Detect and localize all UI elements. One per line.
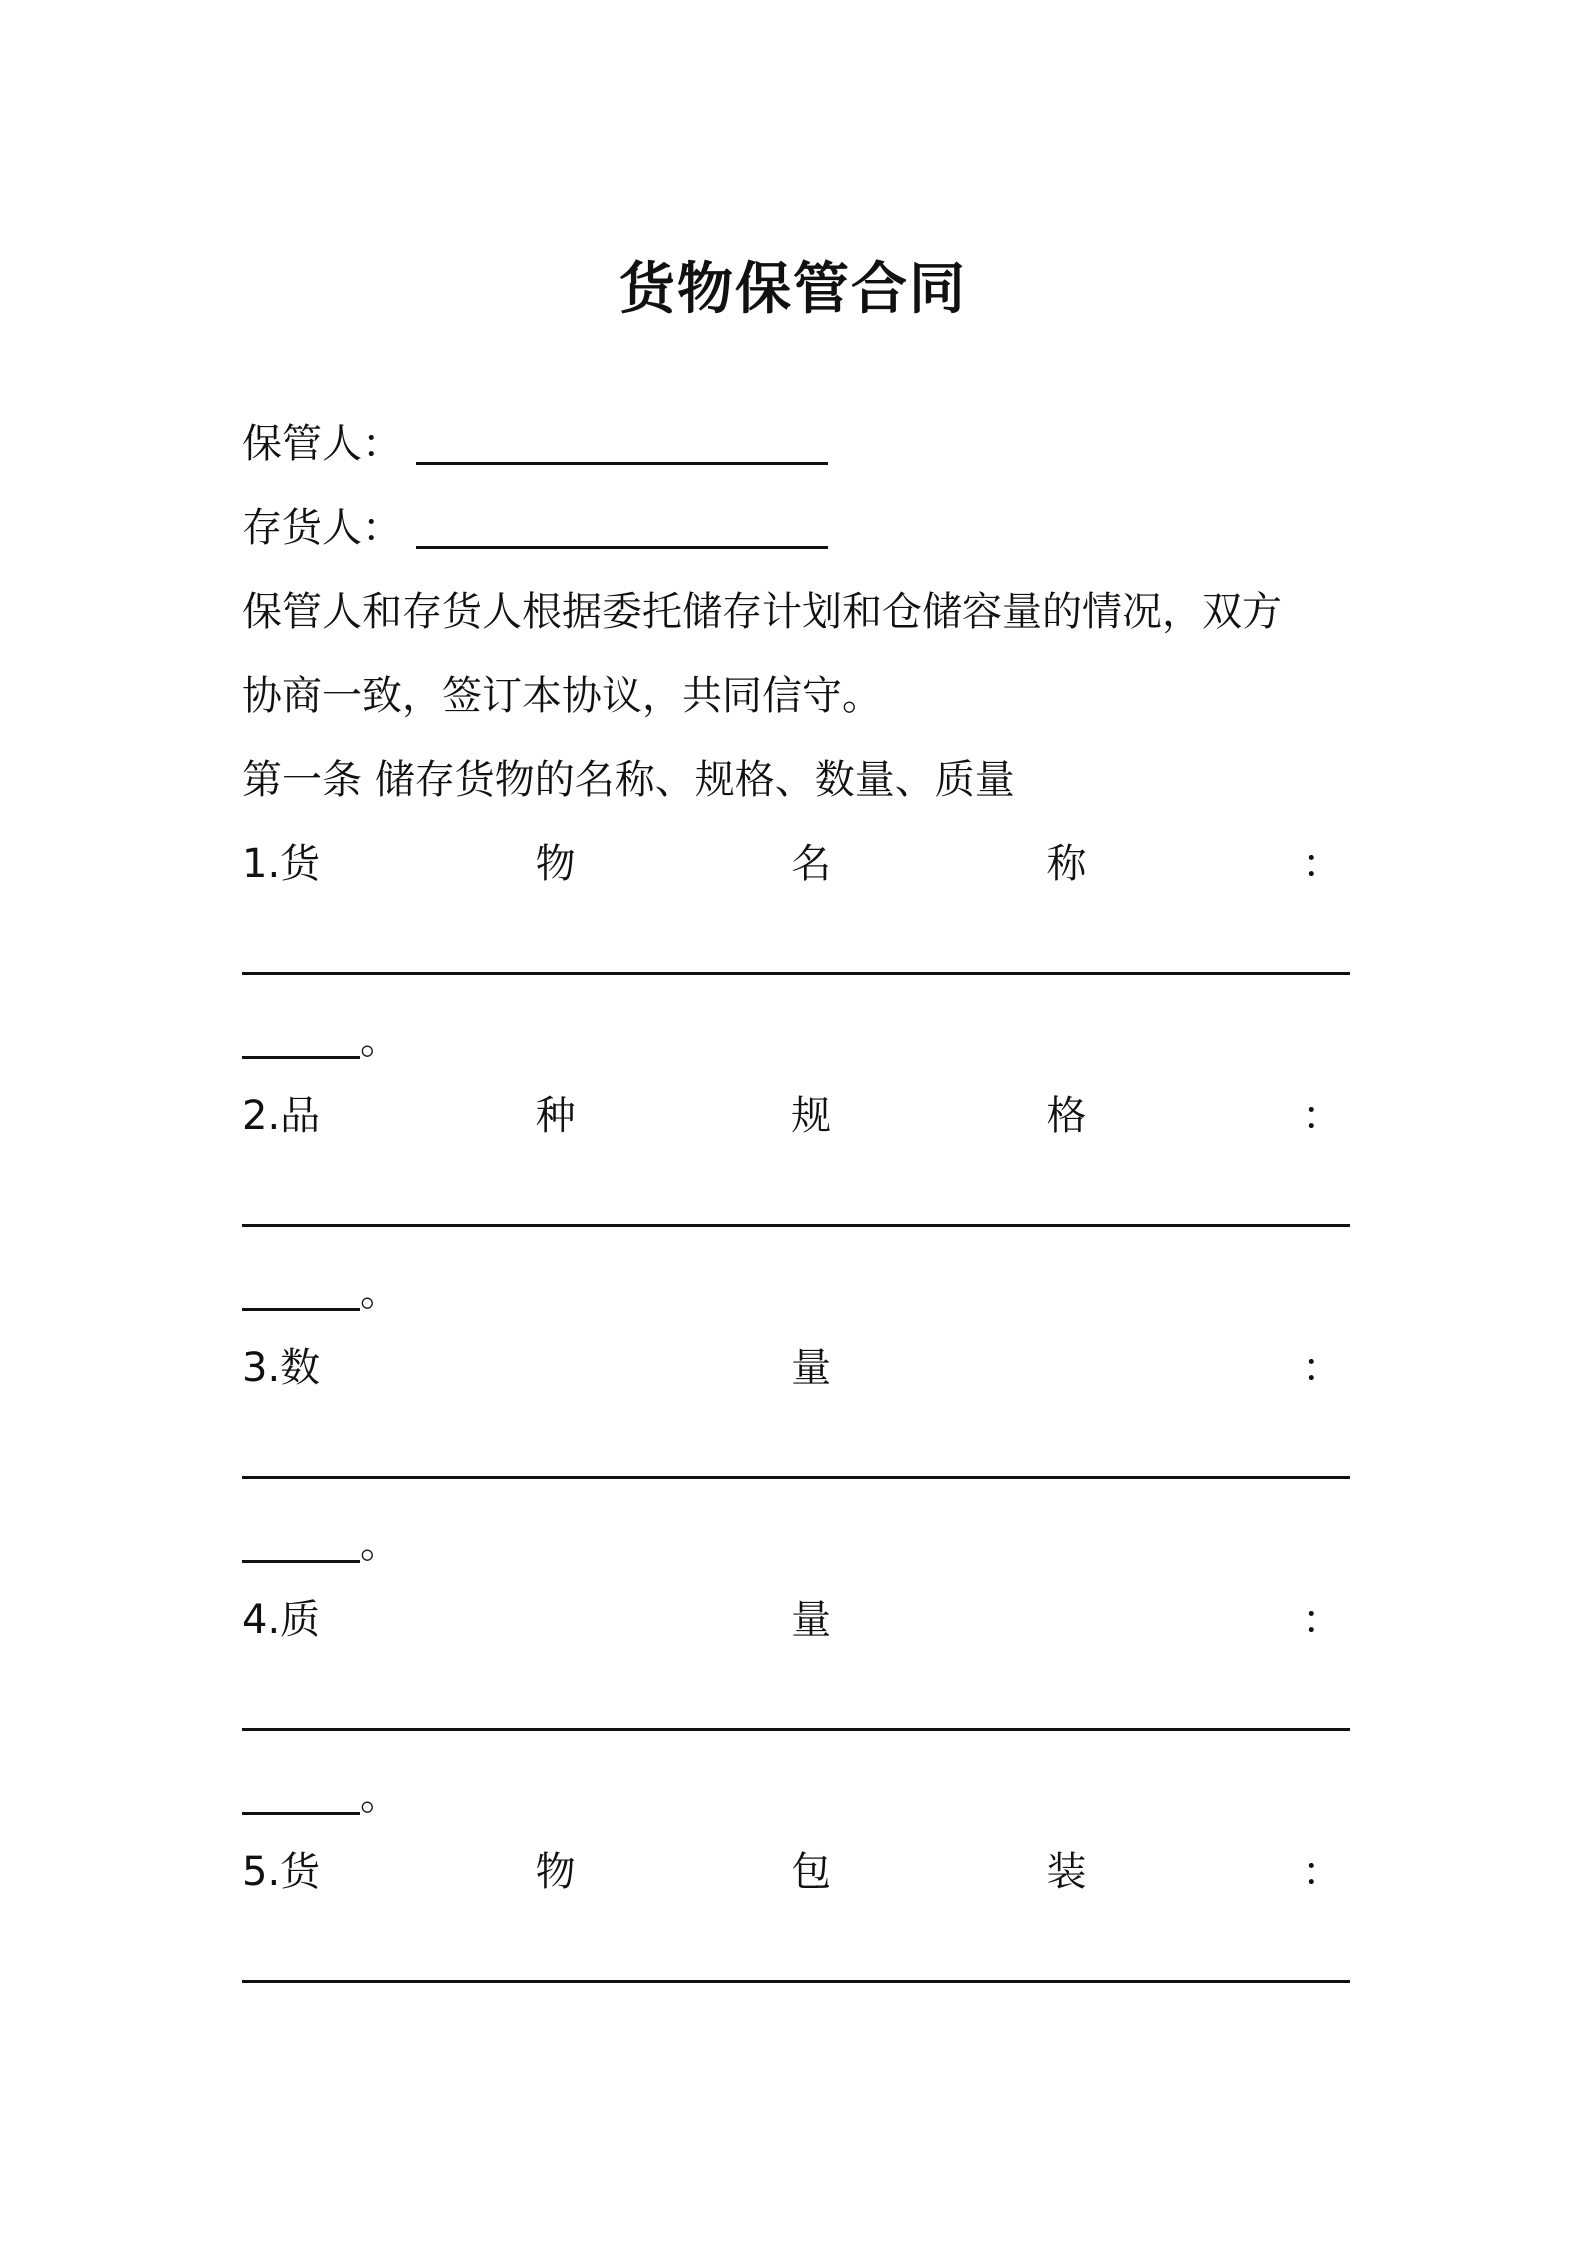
- item-2-char: 格: [1046, 1093, 1087, 1139]
- item-2-tail: [242, 1250, 400, 1334]
- item-3-tail-blank[interactable]: [242, 1502, 360, 1563]
- item-4-blank[interactable]: [242, 1728, 1350, 1731]
- item-3-tail: [242, 1502, 400, 1586]
- item-5-char: 装: [1046, 1849, 1087, 1895]
- item-2-char: 规: [791, 1093, 832, 1139]
- item-2-char: 种: [535, 1093, 576, 1139]
- item-4-colon: ：: [1301, 1597, 1342, 1643]
- item-1-tail: [242, 998, 400, 1082]
- item-5-char: 物: [535, 1849, 576, 1895]
- item-3-colon: ：: [1301, 1345, 1342, 1391]
- item-2-tail-blank[interactable]: [242, 1250, 360, 1311]
- item-1-label: [242, 822, 1342, 906]
- party-keeper-line: [242, 402, 1352, 486]
- item-3-label: [242, 1326, 1342, 1410]
- item-5-label: [242, 1830, 1342, 1914]
- item-5-char: 包: [791, 1849, 832, 1895]
- party-depositor-line: [242, 486, 1352, 570]
- item-1-char: 物: [535, 841, 576, 887]
- party-keeper-blank[interactable]: [416, 402, 828, 465]
- item-2-colon: ：: [1301, 1093, 1342, 1139]
- article-1-heading: 第一条 储存货物的名称、规格、数量、质量: [242, 757, 1015, 803]
- item-4-char: 4.质: [242, 1597, 321, 1643]
- party-depositor-blank[interactable]: [416, 486, 828, 549]
- item-1-blank[interactable]: [242, 972, 1350, 975]
- item-4-char: 量: [791, 1597, 832, 1643]
- item-1-period: 。: [360, 1017, 400, 1063]
- item-5-colon: ：: [1301, 1849, 1342, 1895]
- item-1-tail-blank[interactable]: [242, 998, 360, 1059]
- item-1-char: 1.货: [242, 841, 321, 887]
- item-3-blank[interactable]: [242, 1476, 1350, 1479]
- item-2-period: 。: [360, 1269, 400, 1315]
- item-4-tail: [242, 1754, 400, 1838]
- item-5-char: 5.货: [242, 1849, 321, 1895]
- item-1-colon: ：: [1301, 841, 1342, 887]
- intro-paragraph-line-1: 保管人和存货人根据委托储存计划和仓储容量的情况，双方: [242, 589, 1282, 635]
- party-keeper-label: 保管人：: [242, 421, 402, 467]
- item-4-label: [242, 1578, 1342, 1662]
- item-2-char: 2.品: [242, 1093, 321, 1139]
- item-4-tail-blank[interactable]: [242, 1754, 360, 1815]
- item-3-char: 3.数: [242, 1345, 321, 1391]
- document-title: 货物保管合同: [619, 257, 967, 322]
- item-4-period: 。: [360, 1773, 400, 1819]
- item-3-char: 量: [791, 1345, 832, 1391]
- item-3-period: 。: [360, 1521, 400, 1567]
- item-1-char: 称: [1046, 841, 1087, 887]
- item-2-blank[interactable]: [242, 1224, 1350, 1227]
- intro-paragraph-line-2: 协商一致，签订本协议，共同信守。: [242, 673, 882, 719]
- item-5-blank[interactable]: [242, 1980, 1350, 1983]
- item-1-char: 名: [791, 841, 832, 887]
- item-2-label: [242, 1074, 1342, 1158]
- party-depositor-label: 存货人：: [242, 505, 402, 551]
